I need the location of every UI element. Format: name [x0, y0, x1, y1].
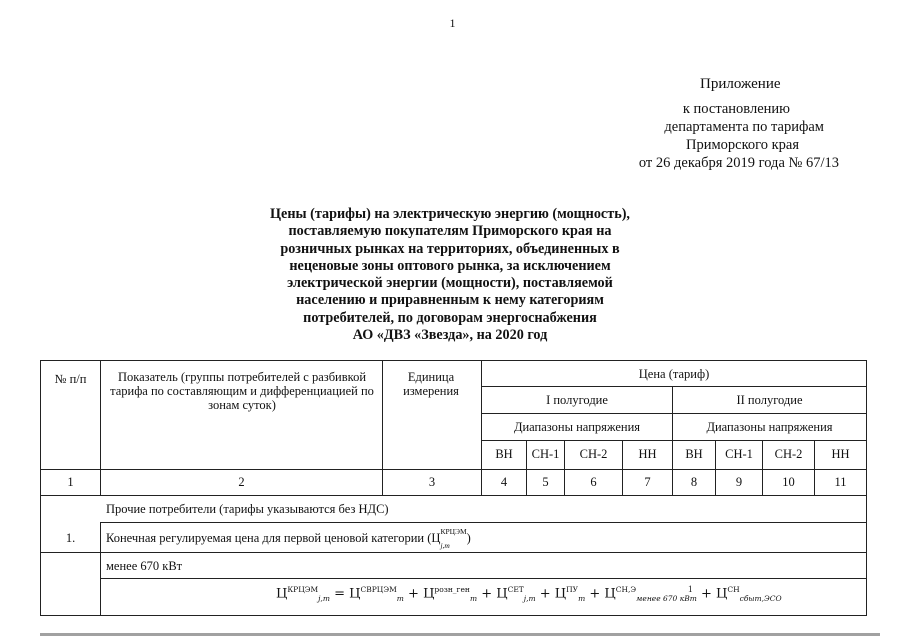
title-line: электрической энергии (мощности), поставляемой [287, 275, 613, 292]
row-label: Конечная регулируемая цена для первой ценовой категории ($Ц^{КРЦЭМ}$ j,m ) [106, 527, 471, 551]
header-price: Цена (тариф) [638, 367, 710, 381]
column-number: 10 [782, 475, 795, 489]
page-number: 1 [449, 16, 456, 30]
appendix-line: к постановлению [682, 101, 790, 117]
voltage-sn2: СН-2 [579, 447, 608, 461]
page-edge-shadow [40, 633, 880, 636]
footnote-marker: 1 [688, 584, 693, 594]
voltage-sn1: СН-1 [531, 447, 560, 461]
voltage-vn: ВН [685, 447, 703, 461]
voltage-nn: НН [638, 447, 657, 461]
voltage-nn: НН [831, 447, 850, 461]
title-line: АО «ДВЗ «Звезда», на 2020 год [352, 327, 548, 344]
column-number: 6 [590, 475, 597, 489]
appendix-line: Приморского края [685, 137, 799, 153]
title-line: Цены (тарифы) на электрическую энергию (мощность), [270, 206, 630, 222]
column-number: 3 [428, 475, 436, 489]
section-row-label: Прочие потребители (тарифы указываются без НДС) [106, 502, 389, 516]
title-line: поставляемую покупателям Приморского края на [288, 223, 612, 240]
voltage-vn: ВН [495, 447, 513, 461]
column-number: 5 [542, 475, 549, 489]
appendix-line: департамента по тарифам [664, 119, 824, 135]
column-number: 4 [500, 475, 508, 489]
title-line: розничных рынках на территориях, объединенных в [280, 240, 620, 257]
header-half-1: I полугодие [546, 393, 608, 407]
title-line: неценовые зоны оптового рынка, за исключением [289, 257, 611, 274]
voltage-sn1: СН-1 [725, 447, 753, 461]
row-label: менее 670 кВт [106, 559, 183, 573]
title-line: населению и приравненным к нему категориям [296, 292, 604, 309]
row-number: 1. [65, 531, 76, 545]
header-voltage-ranges-2: Диапазоны напряжения [706, 420, 833, 434]
column-number: 9 [735, 475, 743, 489]
title-line: потребителей, по договорам энергоснабжения [303, 309, 597, 326]
column-number: 1 [67, 475, 74, 489]
header-half-2: II полугодие [736, 393, 803, 407]
voltage-sn2: СН-2 [774, 447, 803, 461]
column-number: 7 [644, 475, 651, 489]
price-formula: $Ц^{КРЦЭМ}_{j,m} = Ц^{СВРЦЭМ}_m + Ц^{розн\_ген}_m + Ц^{СЕТ}_{j,m} + Ц^{ПУ}_m + Ц^{СН,Э}_{менее 670 кВт} + Ц^{СН}_{сбыт,ЭСО}$ [276, 585, 782, 603]
appendix-title: Приложение [700, 76, 781, 92]
column-number: 8 [690, 475, 698, 489]
header-indicator: Показатель (группы потребителей с разбивкой тарифа по составляющим и дифференциацией по зонам суток) [110, 370, 374, 412]
column-number: 11 [834, 475, 847, 489]
column-number: 2 [238, 475, 245, 489]
header-voltage-ranges-1: Диапазоны напряжения [513, 420, 641, 434]
header-unit: Единица измерения [403, 370, 459, 398]
appendix-line: от 26 декабря 2019 года № 67/13 [638, 155, 839, 171]
header-no: № п/п [54, 372, 87, 386]
